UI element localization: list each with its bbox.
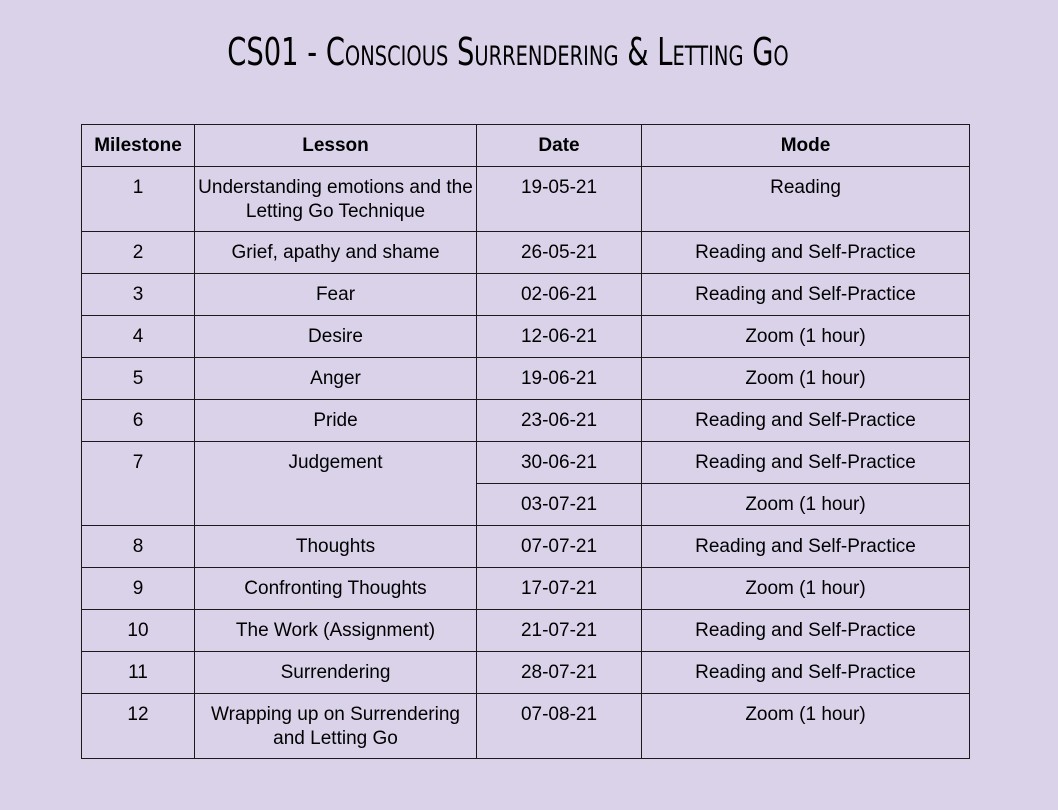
- lesson-cell: Confronting Thoughts: [195, 568, 477, 610]
- page-title: CS01 - Conscious Surrendering & Letting Go: [227, 30, 789, 74]
- table-row: [82, 316, 970, 358]
- date-cell: 12-06-21: [477, 316, 642, 358]
- milestone-cell: 4: [82, 316, 195, 358]
- milestone-cell: 12: [82, 694, 195, 759]
- milestone-cell: 5: [82, 358, 195, 400]
- date-cell: 21-07-21: [477, 610, 642, 652]
- date-cell: 03-07-21: [477, 484, 642, 526]
- date-cell: 19-05-21: [477, 167, 642, 232]
- mode-cell: Reading and Self-Practice: [642, 232, 970, 274]
- mode-cell: Reading and Self-Practice: [642, 442, 970, 484]
- mode-cell: Zoom (1 hour): [642, 694, 970, 759]
- lesson-cell: Pride: [195, 400, 477, 442]
- mode-cell: Zoom (1 hour): [642, 358, 970, 400]
- milestone-cell: 11: [82, 652, 195, 694]
- header-lesson: Lesson: [195, 125, 477, 167]
- table-row: [82, 610, 970, 652]
- table-row: [82, 167, 970, 232]
- lesson-cell: Grief, apathy and shame: [195, 232, 477, 274]
- table-row: [82, 442, 970, 484]
- lesson-cell: Judgement: [195, 442, 477, 526]
- mode-cell: Reading: [642, 167, 970, 232]
- table-row: [82, 568, 970, 610]
- lesson-cell: Desire: [195, 316, 477, 358]
- mode-cell: Reading and Self-Practice: [642, 652, 970, 694]
- date-cell: 30-06-21: [477, 442, 642, 484]
- mode-cell: Zoom (1 hour): [642, 484, 970, 526]
- table-row: [82, 358, 970, 400]
- milestone-cell: 10: [82, 610, 195, 652]
- date-cell: 26-05-21: [477, 232, 642, 274]
- lesson-cell: Anger: [195, 358, 477, 400]
- table-header-row: [82, 125, 970, 167]
- lesson-cell: The Work (Assignment): [195, 610, 477, 652]
- table-row: [82, 652, 970, 694]
- date-cell: 07-08-21: [477, 694, 642, 759]
- milestone-cell: 2: [82, 232, 195, 274]
- header-mode: Mode: [642, 125, 970, 167]
- header-milestone: Milestone: [82, 125, 195, 167]
- header-date: Date: [477, 125, 642, 167]
- lesson-cell: Thoughts: [195, 526, 477, 568]
- milestone-cell: 1: [82, 167, 195, 232]
- lesson-cell: Fear: [195, 274, 477, 316]
- table-row: [82, 694, 970, 759]
- mode-cell: Reading and Self-Practice: [642, 274, 970, 316]
- table-row: [82, 400, 970, 442]
- milestone-cell: 8: [82, 526, 195, 568]
- date-cell: 17-07-21: [477, 568, 642, 610]
- mode-cell: Reading and Self-Practice: [642, 400, 970, 442]
- mode-cell: Zoom (1 hour): [642, 568, 970, 610]
- lesson-cell: Understanding emotions and the Letting Go Technique: [195, 167, 477, 232]
- date-cell: 02-06-21: [477, 274, 642, 316]
- milestone-cell: 6: [82, 400, 195, 442]
- date-cell: 28-07-21: [477, 652, 642, 694]
- milestone-cell: 3: [82, 274, 195, 316]
- schedule-table: [81, 124, 970, 759]
- milestone-cell: 9: [82, 568, 195, 610]
- mode-cell: Zoom (1 hour): [642, 316, 970, 358]
- table-row: [82, 274, 970, 316]
- mode-cell: Reading and Self-Practice: [642, 610, 970, 652]
- lesson-cell: Wrapping up on Surrendering and Letting Go: [195, 694, 477, 759]
- mode-cell: Reading and Self-Practice: [642, 526, 970, 568]
- date-cell: 19-06-21: [477, 358, 642, 400]
- milestone-cell: 7: [82, 442, 195, 526]
- table-row: [82, 232, 970, 274]
- date-cell: 23-06-21: [477, 400, 642, 442]
- lesson-cell: Surrendering: [195, 652, 477, 694]
- table-row: [82, 526, 970, 568]
- date-cell: 07-07-21: [477, 526, 642, 568]
